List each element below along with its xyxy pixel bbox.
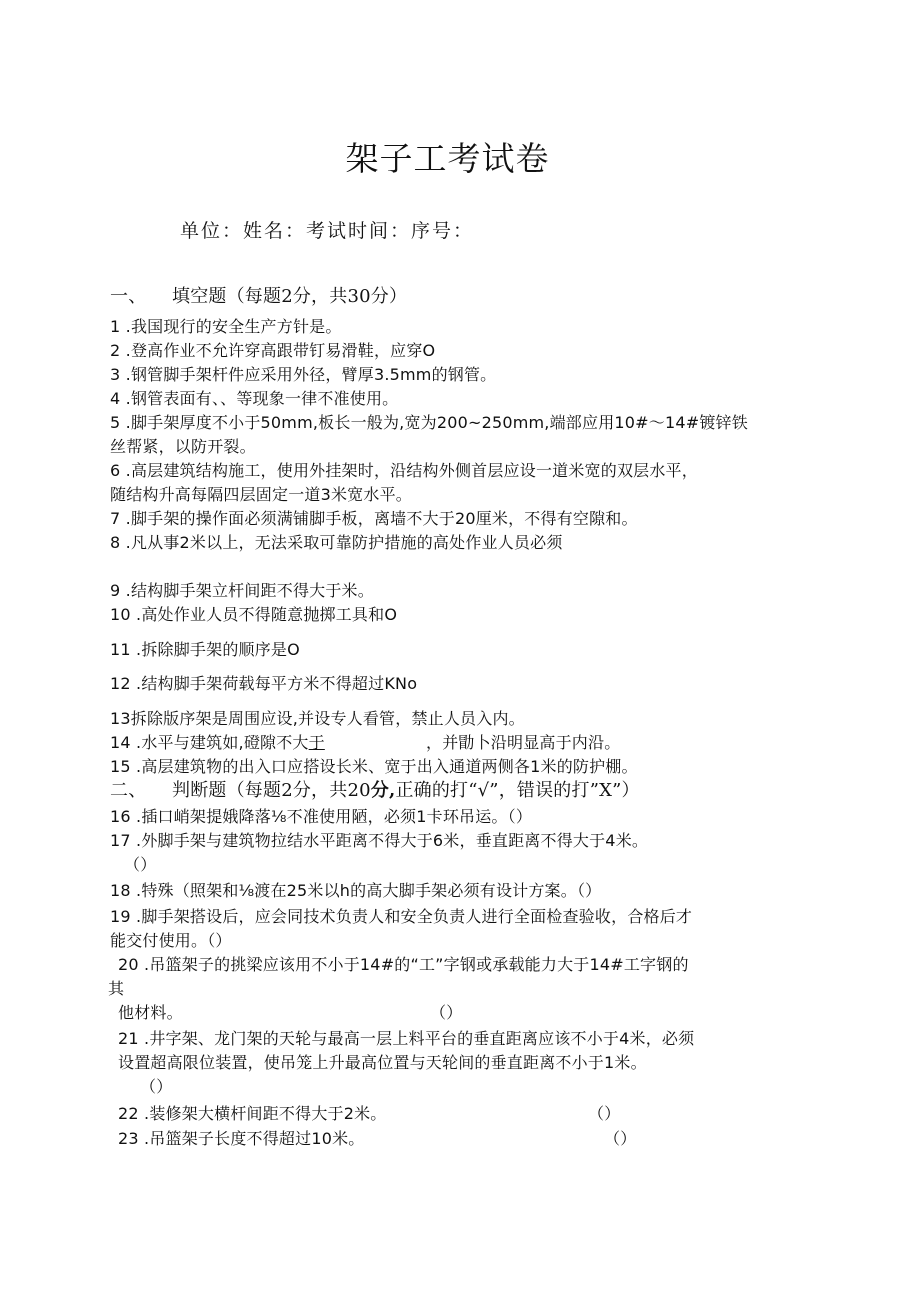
judge-question-23: 23 .吊篮架子长度不得超过10米。 xyxy=(118,1129,365,1148)
section-fill-title: 填空题（每题2分，共30分） xyxy=(172,286,408,307)
fill-question-6-line-2: 随结构升高每隔四层固定一道3米宽水平。 xyxy=(110,485,412,504)
fill-question-14 xyxy=(110,732,325,754)
section-judge-title-bold: 分, xyxy=(370,780,396,801)
judge-question-19-line-2: 能交付使用。（） xyxy=(110,931,232,950)
fill-question-12: 12 .结构脚手架荷载每平方米不得超过KNo xyxy=(110,674,418,693)
fill-question-8: 8 .凡从事2米以上，无法采取可靠防护措施的高处作业人员必须 xyxy=(110,533,563,552)
judge-question-23-answer: （） xyxy=(604,1129,637,1148)
judge-question-19-line-1: 19 .脚手架搭设后，应会同技术负责人和安全负责人进行全面检查验收，合格后才 xyxy=(110,907,693,926)
fill-question-10: 10 .高处作业人员不得随意抛掷工具和O xyxy=(110,605,398,624)
judge-question-22-answer: （） xyxy=(588,1104,621,1123)
fill-question-3: 3 .钢管脚手架杆件应采用外径，臂厚3.5mm的钢管。 xyxy=(110,365,497,384)
fill-question-14-text-a: 14 .水平与建筑如,磴隙不大 xyxy=(110,733,309,752)
section-judge-title-a: 判断题（每题2分，共20 xyxy=(172,780,371,801)
fill-question-14-text-b: ，并勖卜沿明显高于内沿。 xyxy=(426,733,621,752)
judge-question-20-line-2: 其 xyxy=(108,979,125,998)
judge-question-20-line-1: 20 .吊篮架子的挑梁应该用不小于14#的“工”字钢或承载能力大于14#工字钢的 xyxy=(118,955,689,974)
judge-question-18: 18 .特殊（照架和⅛渡在25米以h的高大脚手架必须有设计方案。（） xyxy=(110,881,602,900)
section-judge-title-b: 正确的打“√”，错误的打”X”） xyxy=(395,780,640,801)
section-judge-label: 二、 xyxy=(110,780,147,801)
fill-question-15: 15 .高层建筑物的出入口应搭设长米、宽于出入通道两侧各1米的防护棚。 xyxy=(110,757,638,776)
judge-question-20-line-3: 他材料。 xyxy=(118,1003,183,1022)
judge-question-17-answer: （） xyxy=(124,855,157,874)
section-fill-label: 一、 xyxy=(110,286,147,307)
judge-question-17: 17 .外脚手架与建筑物拉结水平距离不得大于6米，垂直距离不得大于4米。 xyxy=(110,831,649,850)
judge-question-21-answer: （） xyxy=(140,1077,173,1096)
exam-info-line: 单位：姓名：考试时间：序号： xyxy=(180,220,475,242)
judge-question-20-answer: （） xyxy=(430,1003,463,1022)
fill-question-7: 7 .脚手架的操作面必须满铺脚手板，离墙不大于20厘米，不得有空隙和。 xyxy=(110,509,638,528)
fill-question-5-line-2: 丝帮紧，以防开裂。 xyxy=(110,437,256,456)
judge-question-21-line-2: 设置超高限位装置，使吊笼上升最高位置与天轮间的垂直距离不小于1米。 xyxy=(118,1053,647,1072)
judge-question-22: 22 .装修架大横杆间距不得大于2米。 xyxy=(118,1104,387,1123)
judge-question-21-line-1: 21 .井字架、龙门架的天轮与最高一层上料平台的垂直距离应该不小于4米，必须 xyxy=(118,1029,695,1048)
fill-question-11: 11 .拆除脚手架的顺序是O xyxy=(110,640,300,659)
page-title: 架子工考试卷 xyxy=(345,139,550,178)
fill-question-13: 13拆除版序架是周围应设,并设专人看管，禁止人员入内。 xyxy=(110,709,525,728)
fill-question-9: 9 .结构脚手架立杆间距不得大于米。 xyxy=(110,581,374,600)
fill-question-14-underlined: 于 xyxy=(308,733,325,752)
fill-question-4: 4 .钢管表面有、、等现象一律不准使用。 xyxy=(110,389,399,408)
fill-question-6-line-1: 6 .高层建筑结构施工，使用外挂架时，沿结构外侧首层应设一道米宽的双层水平， xyxy=(110,461,698,480)
fill-question-5-line-1: 5 .脚手架厚度不小于50mm,板长一般为,宽为200~250mm,端部应用10#～14#镀锌铁 xyxy=(110,413,748,432)
fill-question-1: 1 .我国现行的安全生产方针是。 xyxy=(110,317,342,336)
section-judge-title xyxy=(172,780,640,802)
judge-question-16: 16 .插口峭架提娥降落⅛不准使用陋，必须1卡环吊运。（） xyxy=(110,807,533,826)
fill-question-2: 2 .登高作业不允许穿高跟带钉易滑鞋，应穿O xyxy=(110,341,436,360)
